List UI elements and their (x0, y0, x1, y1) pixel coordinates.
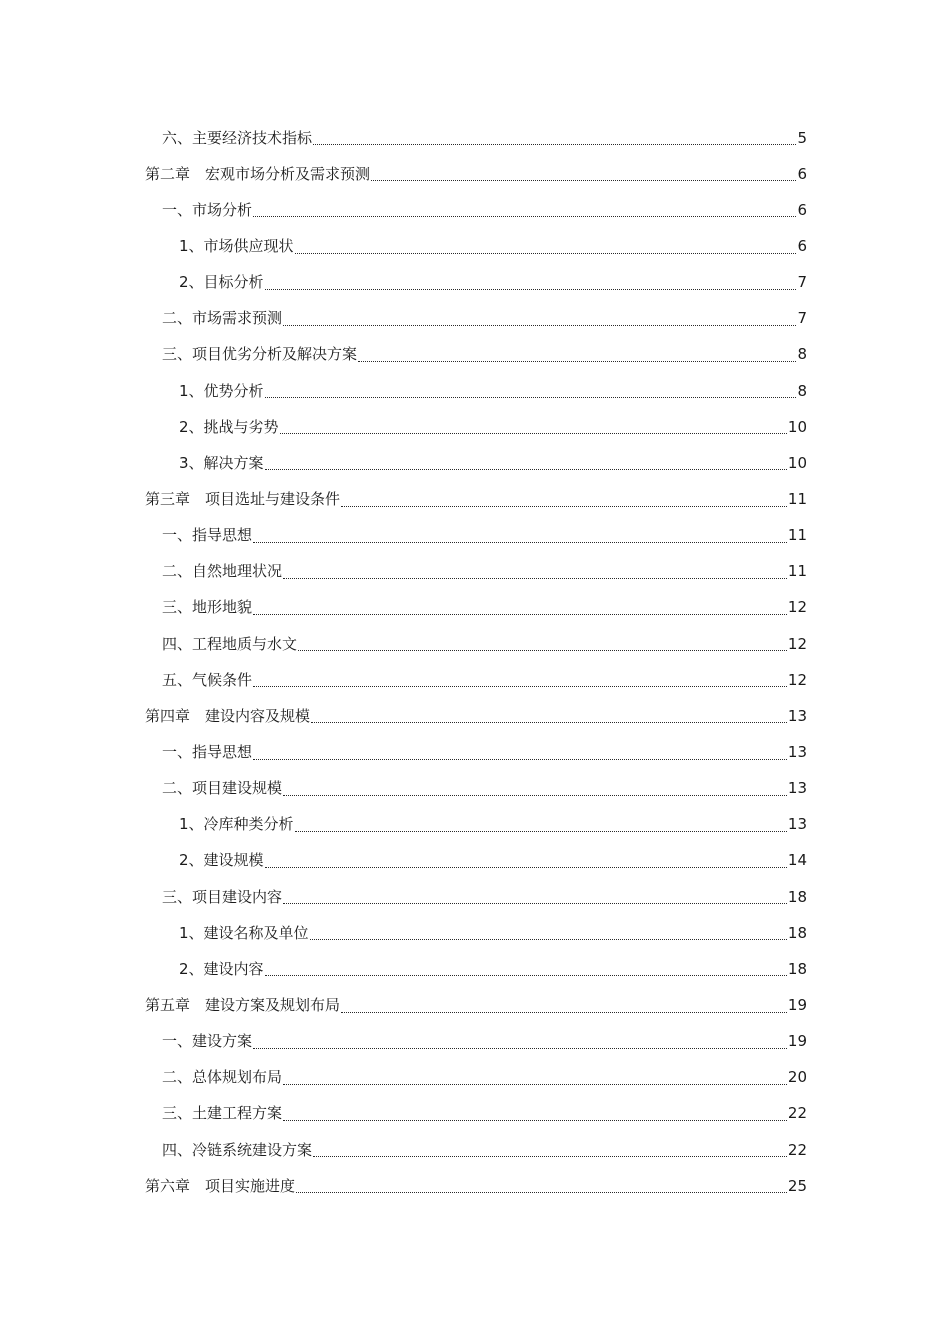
toc-entry-page-number: 5 (797, 128, 807, 147)
toc-entry-page-number: 8 (797, 345, 807, 364)
toc-entry-page-number: 25 (787, 1176, 807, 1195)
toc-entry-title: 一、市场分析 (162, 200, 253, 219)
toc-entry-page-number: 10 (787, 417, 807, 436)
toc-entry-title: 四、工程地质与水文 (162, 634, 298, 653)
toc-entry[interactable] (145, 1024, 807, 1060)
toc-dot-leader (283, 1119, 787, 1121)
toc-entry[interactable] (145, 843, 807, 879)
table-of-contents (145, 120, 807, 1204)
toc-entry-title: 一、指导思想 (162, 742, 253, 761)
toc-dot-leader (265, 974, 787, 976)
toc-dot-leader (296, 1191, 787, 1193)
toc-dot-leader (253, 685, 787, 687)
toc-dot-leader (265, 468, 787, 470)
toc-entry[interactable] (145, 590, 807, 626)
toc-dot-leader (313, 143, 796, 145)
toc-dot-leader (295, 830, 787, 832)
toc-dot-leader (265, 866, 787, 868)
toc-entry[interactable] (145, 120, 807, 156)
toc-entry[interactable] (145, 626, 807, 662)
toc-entry-title: 五、气候条件 (162, 670, 253, 689)
toc-dot-leader (358, 360, 796, 362)
toc-entry[interactable] (145, 662, 807, 698)
toc-dot-leader (295, 252, 797, 254)
toc-entry[interactable] (145, 1168, 807, 1204)
toc-entry-title: 2、目标分析 (179, 273, 264, 292)
toc-dot-leader (311, 721, 787, 723)
toc-entry-title: 3、解决方案 (179, 453, 264, 472)
toc-dot-leader (253, 613, 787, 615)
toc-dot-leader (283, 324, 796, 326)
toc-entry-page-number: 10 (787, 453, 807, 472)
toc-entry-page-number: 20 (787, 1068, 807, 1087)
toc-dot-leader (253, 758, 787, 760)
toc-entry-title: 1、建设名称及单位 (179, 923, 309, 942)
toc-dot-leader (253, 215, 796, 217)
toc-entry[interactable] (145, 1060, 807, 1096)
toc-entry[interactable] (145, 879, 807, 915)
toc-entry[interactable] (145, 373, 807, 409)
toc-dot-leader (341, 1011, 787, 1013)
toc-entry[interactable] (145, 481, 807, 517)
toc-dot-leader (253, 541, 787, 543)
toc-entry[interactable] (145, 771, 807, 807)
toc-entry[interactable] (145, 554, 807, 590)
toc-entry[interactable] (145, 192, 807, 228)
toc-entry-title: 第三章 项目选址与建设条件 (145, 489, 341, 508)
toc-entry[interactable] (145, 301, 807, 337)
toc-entry-page-number: 12 (787, 670, 807, 689)
toc-entry-title: 一、指导思想 (162, 526, 253, 545)
toc-entry-title: 1、市场供应现状 (179, 236, 294, 255)
toc-entry-page-number: 12 (787, 598, 807, 617)
toc-entry-title: 2、建设内容 (179, 959, 264, 978)
toc-entry-page-number: 13 (787, 742, 807, 761)
toc-entry[interactable] (145, 734, 807, 770)
toc-entry[interactable] (145, 1132, 807, 1168)
toc-dot-leader (253, 1047, 787, 1049)
toc-entry-page-number: 13 (787, 815, 807, 834)
toc-entry-page-number: 13 (787, 706, 807, 725)
toc-dot-leader (371, 179, 796, 181)
toc-entry-page-number: 18 (787, 959, 807, 978)
toc-entry[interactable] (145, 1096, 807, 1132)
toc-dot-leader (265, 396, 797, 398)
toc-dot-leader (313, 1155, 787, 1157)
toc-dot-leader (283, 902, 787, 904)
toc-dot-leader (298, 649, 787, 651)
toc-entry-title: 三、地形地貌 (162, 598, 253, 617)
toc-entry-page-number: 6 (797, 200, 807, 219)
toc-entry-title: 四、冷链系统建设方案 (162, 1140, 313, 1159)
toc-entry[interactable] (145, 518, 807, 554)
toc-entry-page-number: 22 (787, 1104, 807, 1123)
toc-entry-title: 第四章 建设内容及规模 (145, 706, 311, 725)
toc-entry-title: 第五章 建设方案及规划布局 (145, 995, 341, 1014)
toc-entry-page-number: 19 (787, 1032, 807, 1051)
toc-entry-page-number: 7 (797, 273, 807, 292)
toc-entry-page-number: 7 (797, 309, 807, 328)
toc-entry-page-number: 11 (787, 526, 807, 545)
toc-entry[interactable] (145, 807, 807, 843)
toc-entry-title: 二、市场需求预测 (162, 309, 283, 328)
toc-entry-page-number: 19 (787, 995, 807, 1014)
toc-entry-page-number: 11 (787, 489, 807, 508)
toc-entry-page-number: 6 (797, 164, 807, 183)
toc-entry-page-number: 8 (797, 381, 807, 400)
toc-dot-leader (341, 505, 787, 507)
toc-entry-page-number: 14 (787, 851, 807, 870)
toc-dot-leader (283, 577, 787, 579)
toc-entry-title: 2、挑战与劣势 (179, 417, 279, 436)
toc-entry-title: 一、建设方案 (162, 1032, 253, 1051)
toc-entry-title: 二、项目建设规模 (162, 779, 283, 798)
toc-entry[interactable] (145, 987, 807, 1023)
toc-dot-leader (280, 432, 787, 434)
toc-dot-leader (283, 794, 787, 796)
toc-entry-page-number: 22 (787, 1140, 807, 1159)
toc-entry-page-number: 11 (787, 562, 807, 581)
toc-entry[interactable] (145, 951, 807, 987)
toc-entry-page-number: 6 (797, 236, 807, 255)
toc-entry[interactable] (145, 409, 807, 445)
toc-entry-page-number: 12 (787, 634, 807, 653)
toc-entry-title: 2、建设规模 (179, 851, 264, 870)
toc-dot-leader (283, 1083, 787, 1085)
toc-entry[interactable] (145, 265, 807, 301)
toc-entry-page-number: 18 (787, 887, 807, 906)
toc-entry-page-number: 18 (787, 923, 807, 942)
toc-entry-title: 第二章 宏观市场分析及需求预测 (145, 164, 371, 183)
toc-dot-leader (265, 288, 797, 290)
toc-entry[interactable] (145, 156, 807, 192)
toc-entry[interactable] (145, 915, 807, 951)
toc-entry-title: 第六章 项目实施进度 (145, 1176, 296, 1195)
toc-entry[interactable] (145, 337, 807, 373)
toc-entry-page-number: 13 (787, 779, 807, 798)
toc-entry-title: 三、项目优劣分析及解决方案 (162, 345, 358, 364)
toc-entry[interactable] (145, 228, 807, 264)
toc-entry-title: 1、优势分析 (179, 381, 264, 400)
toc-entry-title: 三、土建工程方案 (162, 1104, 283, 1123)
toc-entry-title: 六、主要经济技术指标 (162, 128, 313, 147)
toc-dot-leader (310, 938, 787, 940)
toc-entry-title: 三、项目建设内容 (162, 887, 283, 906)
toc-entry[interactable] (145, 698, 807, 734)
toc-entry-title: 1、冷库种类分析 (179, 815, 294, 834)
toc-entry-title: 二、总体规划布局 (162, 1068, 283, 1087)
toc-entry-title: 二、自然地理状况 (162, 562, 283, 581)
toc-entry[interactable] (145, 445, 807, 481)
